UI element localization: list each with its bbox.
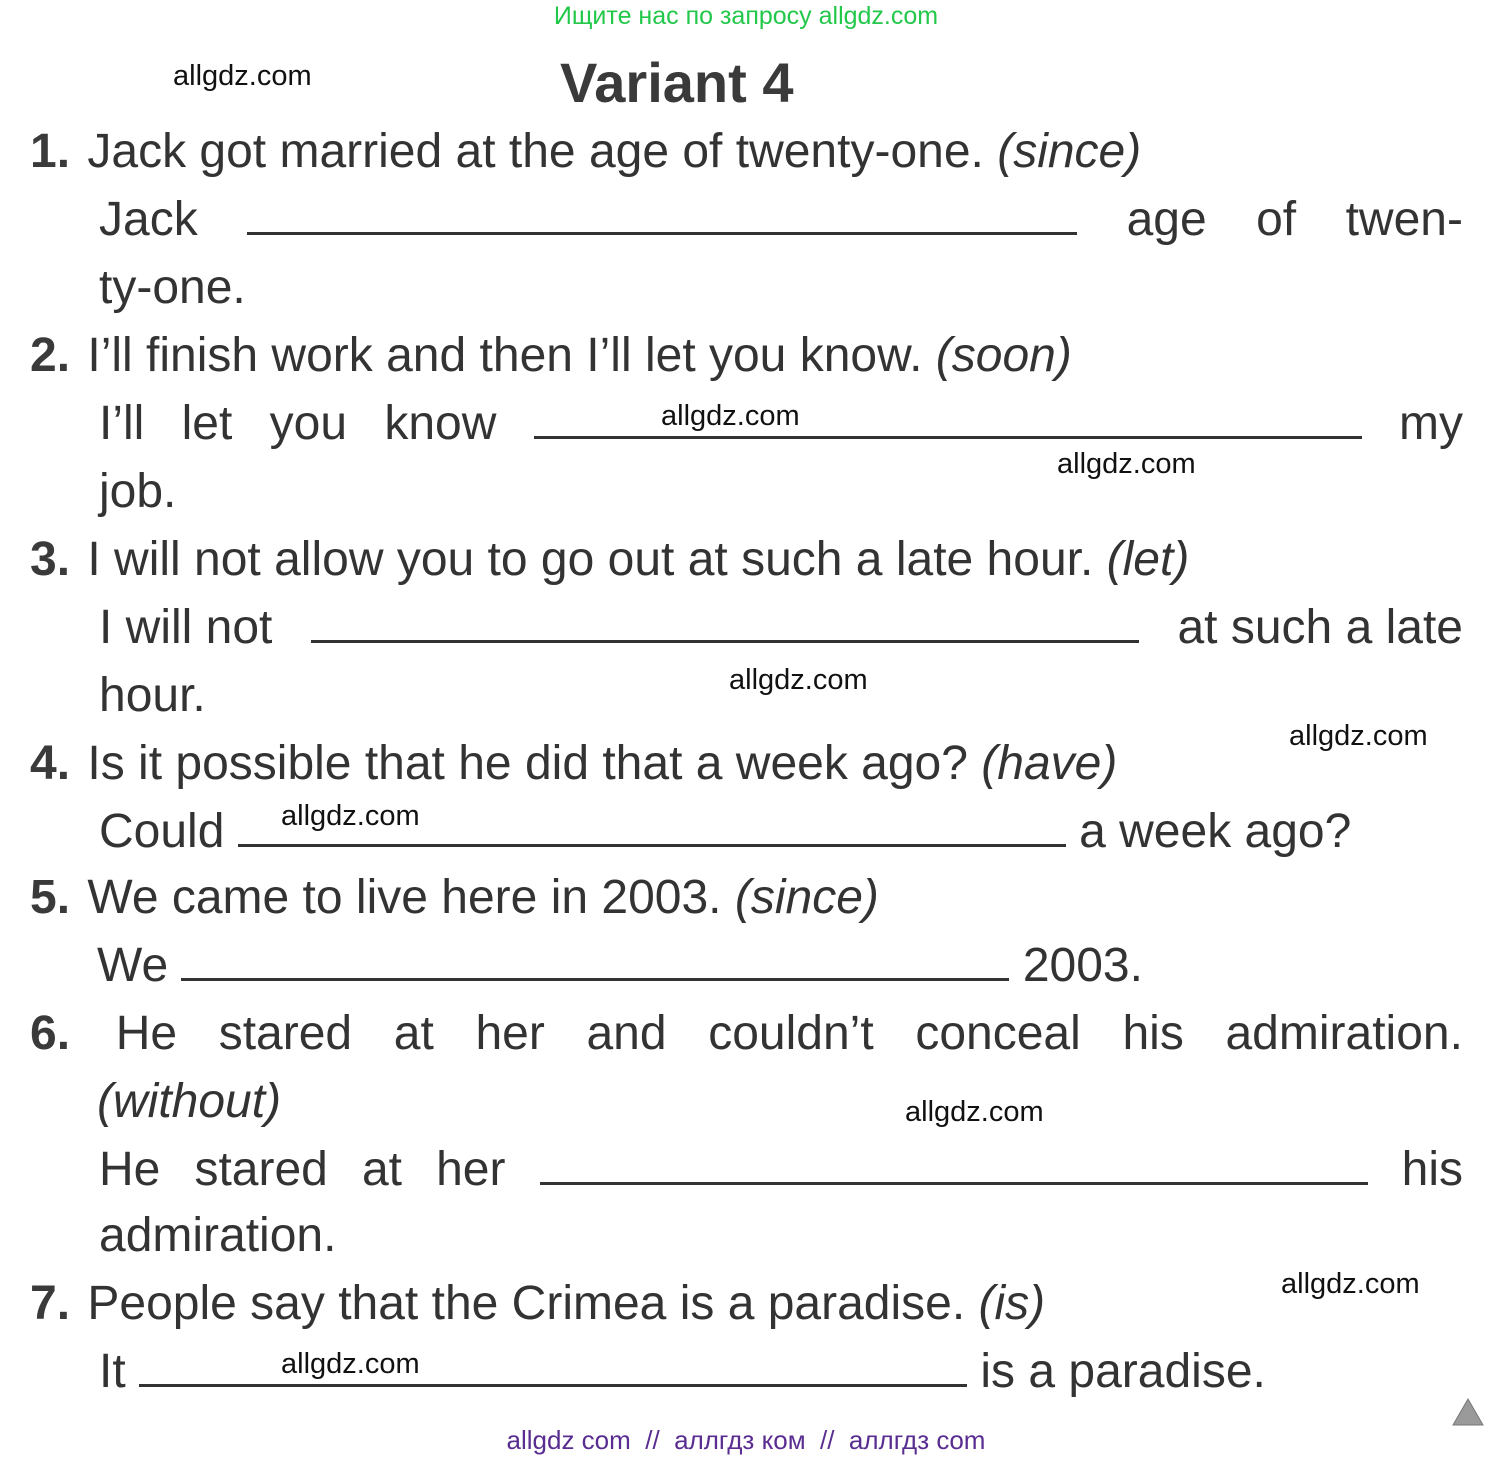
footer-links: allgdz com // аллгдз ком // аллгдз com (506, 1425, 986, 1455)
item-number: 2. (30, 329, 71, 382)
watermark: allgdz.com (281, 1348, 420, 1380)
item-number: 3. (30, 533, 71, 586)
exercise-sentence (30, 1006, 1463, 1061)
exercise-sentence (30, 328, 1072, 383)
answer-end: my (1398, 397, 1463, 450)
sentence-word: admiration. (1225, 1007, 1463, 1060)
exercise-sentence (30, 736, 1117, 791)
keyword-hint: (let) (1106, 533, 1190, 586)
item-number: 5. (30, 871, 71, 924)
answer-end-word: twen- (1345, 193, 1463, 246)
keyword-hint: (is) (978, 1277, 1046, 1330)
answer-start-word: I’ll (99, 397, 145, 450)
exercise-sentence (30, 532, 1189, 587)
sentence-word: at (393, 1007, 434, 1060)
answer-end: at such a late (1177, 601, 1463, 654)
watermark: allgdz.com (173, 60, 312, 92)
answer-start-word: stared (194, 1143, 328, 1196)
answer-start: It (99, 1345, 126, 1398)
watermark: allgdz.com (661, 400, 800, 432)
item-number: 7. (30, 1277, 71, 1330)
answer-blank[interactable] (181, 974, 1009, 981)
page-title: Variant 4 (560, 51, 794, 114)
exercise-sentence (30, 124, 1141, 179)
answer-end: a week ago? (1079, 805, 1352, 858)
answer-line (97, 938, 1143, 993)
answer-blank[interactable] (540, 1178, 1368, 1185)
exercise-sentence (30, 870, 879, 925)
watermark: allgdz.com (1057, 448, 1196, 480)
exercise-sentence (30, 1276, 1045, 1331)
item-number: 4. (30, 737, 71, 790)
watermark: allgdz.com (281, 800, 420, 832)
search-banner: Ищите нас по запросу allgdz.com (553, 2, 939, 30)
watermark: allgdz.com (1289, 720, 1428, 752)
keyword-hint: (soon) (935, 329, 1072, 382)
answer-start: We (97, 939, 169, 992)
answer-start-word: let (181, 397, 233, 450)
answer-blank[interactable] (247, 228, 1077, 235)
answer-start-word: her (436, 1143, 506, 1196)
sentence-word: conceal (915, 1007, 1081, 1060)
sentence-text: I’ll finish work and then I’ll let you know. (87, 329, 923, 382)
answer-start: I will not (99, 601, 273, 654)
watermark: allgdz.com (729, 664, 868, 696)
answer-start: Could (99, 805, 225, 858)
item-number: 1. (30, 125, 71, 178)
answer-blank[interactable] (534, 432, 1362, 439)
watermark: allgdz.com (1281, 1268, 1420, 1300)
answer-end: is a paradise. (980, 1345, 1266, 1398)
answer-end-word: age (1126, 193, 1207, 246)
answer-end: 2003. (1022, 939, 1143, 992)
sentence-word: his (1122, 1007, 1184, 1060)
item-number: 6. (30, 1007, 71, 1060)
answer-line (99, 1142, 1463, 1197)
keyword-hint: (since) (997, 125, 1142, 178)
answer-end-word: of (1256, 193, 1297, 246)
answer-line (99, 396, 1463, 451)
sentence-text: People say that the Crimea is a paradise. (87, 1277, 966, 1330)
keyword-hint: (since) (734, 871, 879, 924)
sentence-word: He (115, 1007, 178, 1060)
sentence-word: couldn’t (708, 1007, 874, 1060)
sentence-text: We came to live here in 2003. (87, 871, 722, 924)
sentence-text: Is it possible that he did that a week ago? (87, 737, 968, 790)
sentence-word: stared (218, 1007, 353, 1060)
keyword-hint: (without) (97, 1075, 282, 1128)
answer-blank[interactable] (139, 1380, 967, 1387)
answer-start-word: at (361, 1143, 402, 1196)
answer-line (99, 192, 1463, 247)
answer-continuation: job. (99, 465, 177, 518)
answer-start-word: know (384, 397, 497, 450)
answer-line (99, 1344, 1266, 1399)
scroll-up-triangle-icon[interactable] (1452, 1398, 1484, 1426)
answer-continuation: ty-one. (99, 261, 246, 314)
answer-start: Jack (99, 193, 198, 246)
keyword-hint: (have) (981, 737, 1118, 790)
answer-continuation: hour. (99, 669, 206, 722)
sentence-word: and (586, 1007, 667, 1060)
sentence-text: Jack got married at the age of twenty-one. (87, 125, 984, 178)
answer-line (99, 804, 1351, 859)
answer-start-word: you (269, 397, 348, 450)
answer-continuation: admiration. (99, 1209, 337, 1262)
watermark: allgdz.com (905, 1096, 1044, 1128)
answer-blank[interactable] (311, 636, 1139, 643)
answer-blank[interactable] (238, 840, 1066, 847)
answer-end: his (1401, 1143, 1463, 1196)
answer-start-word: He (99, 1143, 161, 1196)
sentence-word: her (475, 1007, 545, 1060)
answer-line (99, 600, 1463, 655)
sentence-text: I will not allow you to go out at such a late hour. (87, 533, 1094, 586)
